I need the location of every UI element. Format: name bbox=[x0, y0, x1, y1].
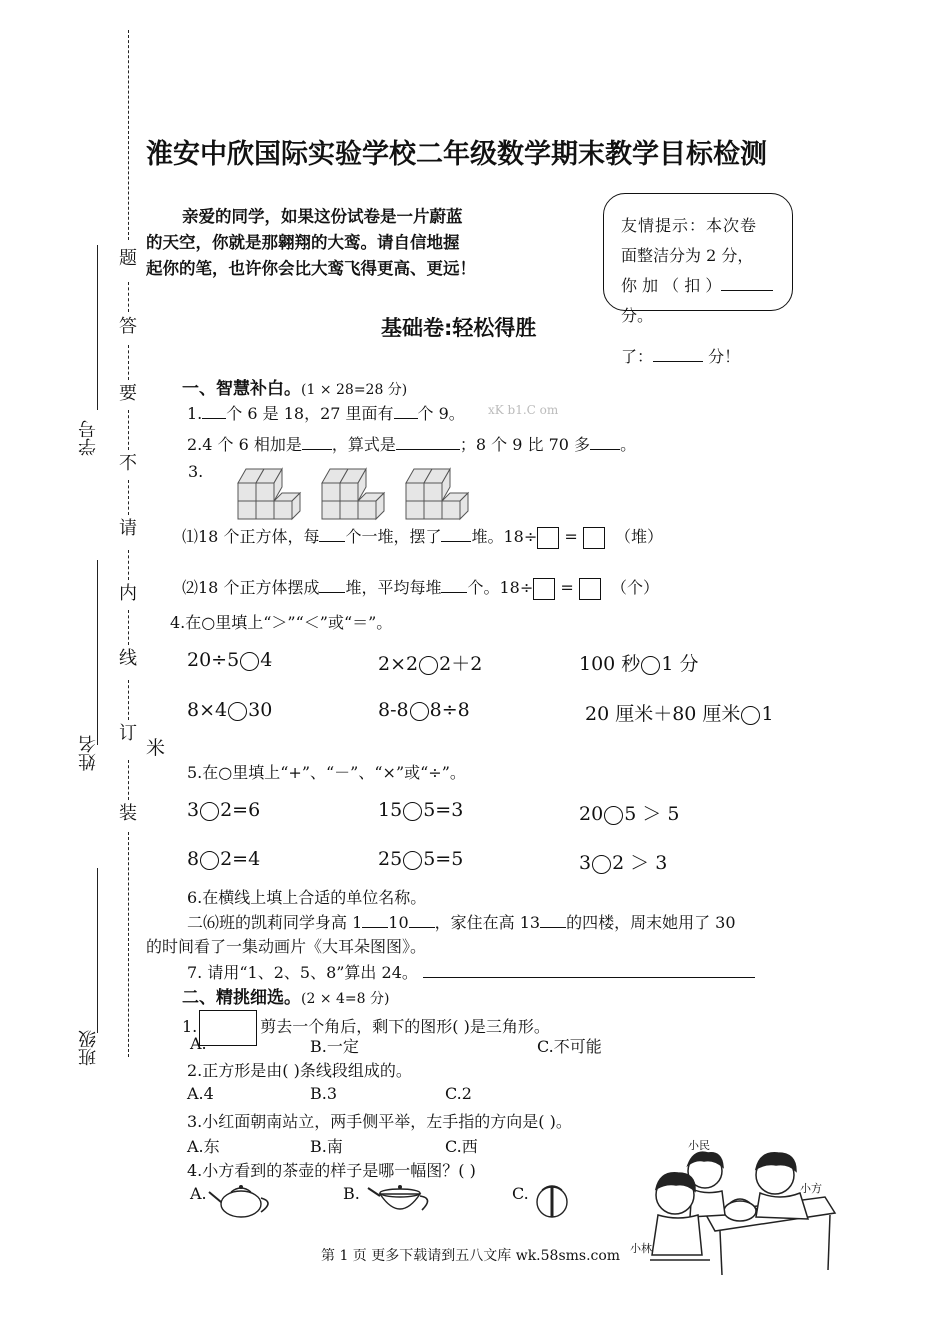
choice-1: 1. 剪去一个角后，剩下的图形( )是三角形。 bbox=[182, 1010, 550, 1046]
answer-box[interactable] bbox=[537, 527, 559, 549]
binding-dashed-line bbox=[128, 480, 129, 515]
kid-label-xiaolin: 小林 bbox=[630, 1242, 652, 1255]
warn-char: 不 bbox=[119, 453, 137, 474]
choice-1-option-a[interactable]: A. bbox=[190, 1034, 207, 1053]
operator-item: 3 2 ＞ 3 bbox=[579, 852, 668, 874]
binding-dashed-line bbox=[128, 345, 129, 380]
choice-2-option-c[interactable]: C.2 bbox=[445, 1084, 472, 1103]
question-2: 2.4 个 6 相加是 ，算式是 ；8 个 9 比 70 多 。 bbox=[187, 435, 637, 454]
teapot-front-icon bbox=[362, 1180, 437, 1220]
binding-dashed-line bbox=[128, 610, 129, 645]
choice-4: 4.小方看到的茶壶的样子是哪一幅图？( ) bbox=[187, 1161, 476, 1180]
question-7: 7. 请用“1、2、5、8”算出 24。 bbox=[187, 960, 755, 983]
answer-circle[interactable] bbox=[228, 702, 247, 721]
answer-circle[interactable] bbox=[592, 855, 611, 874]
question-3-1: ⑴18 个正方体，每 个一堆，摆了 堆。18÷ = （堆） bbox=[182, 524, 663, 549]
answer-blank[interactable] bbox=[396, 433, 460, 450]
answer-blank[interactable] bbox=[441, 525, 471, 542]
xuehao-label: 学号 bbox=[78, 420, 99, 456]
choice-4-option-c[interactable]: C. bbox=[512, 1184, 529, 1203]
answer-blank[interactable] bbox=[202, 402, 226, 419]
xingming-label: 姓名 bbox=[78, 735, 99, 771]
deduct-blank[interactable] bbox=[721, 274, 773, 291]
xingming-line bbox=[97, 560, 98, 745]
choice-1-option-c[interactable]: C.不可能 bbox=[537, 1037, 602, 1056]
answer-circle[interactable] bbox=[403, 851, 422, 870]
choice-3-option-c[interactable]: C.西 bbox=[445, 1137, 478, 1156]
choice-4-option-b[interactable]: B. bbox=[343, 1184, 360, 1203]
section-1-heading: 一、智慧补白。(1 × 28=28 分) bbox=[182, 379, 408, 399]
rectangle-figure bbox=[199, 1010, 257, 1046]
answer-circle[interactable] bbox=[410, 702, 429, 721]
operator-item: 3 2=6 bbox=[187, 799, 261, 821]
warn-char: 答 bbox=[119, 316, 137, 337]
binding-dashed-line bbox=[128, 680, 129, 720]
kid-label-xiaomin: 小民 bbox=[688, 1139, 710, 1152]
operator-item: 8 2=4 bbox=[187, 848, 261, 870]
choice-3: 3.小红面朝南站立，两手侧平举，左手指的方向是( )。 bbox=[187, 1112, 572, 1131]
answer-box[interactable] bbox=[579, 578, 601, 600]
question-1: 1. 个 6 是 18，27 里面有 个 9。 bbox=[187, 404, 465, 423]
binding-dashed-line bbox=[128, 410, 129, 450]
answer-circle[interactable] bbox=[604, 806, 623, 825]
choice-4-option-a[interactable]: A. bbox=[190, 1184, 207, 1203]
choice-2: 2.正方形是由( )条线段组成的。 bbox=[187, 1061, 412, 1080]
intro-line-2: 的天空，你就是那翱翔的大鸾。请自信地握 bbox=[146, 233, 460, 252]
warn-char: 线 bbox=[119, 648, 137, 669]
binding-dashed-line bbox=[128, 760, 129, 800]
question-3-2: ⑵18 个正方体摆成 堆，平均每堆 个。18÷ = （个） bbox=[182, 575, 659, 600]
choice-2-option-a[interactable]: A.4 bbox=[187, 1084, 214, 1103]
question-6-title: 6.在横线上填上合适的单位名称。 bbox=[187, 888, 427, 907]
teapot-back-icon bbox=[528, 1180, 578, 1220]
answer-blank[interactable] bbox=[423, 961, 755, 978]
question-6-line-1: 二⑹班的凯莉同学身高 1 10 ，家住在高 13 的四楼，周末她用了 30 bbox=[187, 913, 736, 932]
question-6-line-2: 的时间看了一集动画片《大耳朵图图》。 bbox=[146, 937, 427, 956]
hint-line-5: 了： 分！ bbox=[621, 347, 741, 366]
compare-item: 8-8 8÷8 bbox=[378, 699, 470, 721]
answer-box[interactable] bbox=[583, 527, 605, 549]
question-4-title: 4.在○里填上“＞”“＜”或“＝”。 bbox=[170, 613, 393, 632]
answer-blank[interactable] bbox=[302, 433, 332, 450]
binding-dashed-line bbox=[128, 550, 129, 580]
teapot-side-icon bbox=[205, 1180, 280, 1220]
operator-item: 25 5=5 bbox=[378, 848, 464, 870]
answer-circle[interactable] bbox=[240, 652, 259, 671]
warn-char: 订 bbox=[119, 723, 137, 744]
intro-line-1: 亲爱的同学，如果这份试卷是一片蔚蓝 bbox=[182, 207, 463, 226]
watermark: xK b1.C om bbox=[488, 403, 559, 417]
answer-blank[interactable] bbox=[441, 576, 467, 593]
intro-line-3: 起你的笔，也许你会比大鸾飞得更高、更远！ bbox=[146, 259, 476, 278]
score-blank[interactable] bbox=[653, 345, 703, 362]
hint-line-1: 友情提示：本次卷 bbox=[621, 216, 758, 235]
compare-wrap-text: 米 bbox=[146, 737, 166, 759]
operator-item: 20 5 ＞ 5 bbox=[579, 803, 680, 825]
answer-blank[interactable] bbox=[394, 402, 418, 419]
section-subtitle: 基础卷:轻松得胜 bbox=[381, 316, 537, 340]
binding-dashed-line-bottom bbox=[128, 832, 129, 1057]
answer-blank[interactable] bbox=[319, 576, 345, 593]
banji-label: 班级 bbox=[78, 1030, 99, 1066]
answer-blank[interactable] bbox=[540, 911, 566, 928]
choice-1-option-b[interactable]: B.一定 bbox=[310, 1037, 359, 1056]
answer-box[interactable] bbox=[533, 578, 555, 600]
answer-circle[interactable] bbox=[200, 851, 219, 870]
answer-blank[interactable] bbox=[362, 911, 388, 928]
answer-circle[interactable] bbox=[741, 706, 760, 725]
choice-3-option-b[interactable]: B.南 bbox=[310, 1137, 343, 1156]
answer-blank[interactable] bbox=[590, 433, 620, 450]
compare-item: 20÷5 4 bbox=[187, 649, 273, 671]
hint-line-3: 你 加 （ 扣 ） bbox=[621, 273, 773, 296]
compare-item: 100 秒 1 分 bbox=[579, 653, 699, 675]
hint-line-2: 面整洁分为 2 分， bbox=[621, 246, 754, 265]
operator-item: 15 5=3 bbox=[378, 799, 464, 821]
page-footer: 第 1 页 更多下载请到五八文库 wk.58sms.com bbox=[321, 1248, 621, 1264]
warn-char: 内 bbox=[119, 583, 137, 604]
compare-item: 8×4 30 bbox=[187, 699, 273, 721]
warn-char: 题 bbox=[119, 248, 137, 269]
section-2-heading: 二、精挑细选。(2 × 4=8 分) bbox=[182, 988, 390, 1008]
question-3-number: 3. bbox=[188, 462, 204, 481]
banji-line bbox=[97, 868, 98, 1033]
choice-2-option-b[interactable]: B.3 bbox=[310, 1084, 338, 1103]
warn-char: 装 bbox=[119, 803, 137, 824]
choice-3-option-a[interactable]: A.东 bbox=[187, 1137, 220, 1156]
kid-label-xiaofang: 小方 bbox=[800, 1182, 822, 1195]
answer-circle[interactable] bbox=[641, 656, 660, 675]
xuehao-line bbox=[97, 245, 98, 410]
binding-dashed-line-top bbox=[128, 30, 129, 240]
compare-item: 2×2 2＋2 bbox=[378, 653, 483, 675]
children-table-illustration bbox=[630, 1135, 845, 1277]
cube-stacks-figure bbox=[236, 463, 476, 523]
page-title: 淮安中欣国际实验学校二年级数学期末教学目标检测 bbox=[146, 139, 767, 170]
answer-circle[interactable] bbox=[200, 802, 219, 821]
warn-char: 要 bbox=[119, 383, 137, 404]
hint-line-4: 分。 bbox=[621, 306, 654, 325]
answer-circle[interactable] bbox=[403, 802, 422, 821]
answer-circle[interactable] bbox=[419, 656, 438, 675]
question-5-title: 5.在○里填上“+”、“－”、“×”或“÷”。 bbox=[187, 763, 466, 782]
binding-dashed-line bbox=[128, 282, 129, 312]
compare-item: 20 厘米＋80 厘米 1 bbox=[585, 703, 774, 725]
answer-blank[interactable] bbox=[409, 911, 435, 928]
answer-blank[interactable] bbox=[319, 525, 345, 542]
warn-char: 请 bbox=[119, 518, 137, 539]
